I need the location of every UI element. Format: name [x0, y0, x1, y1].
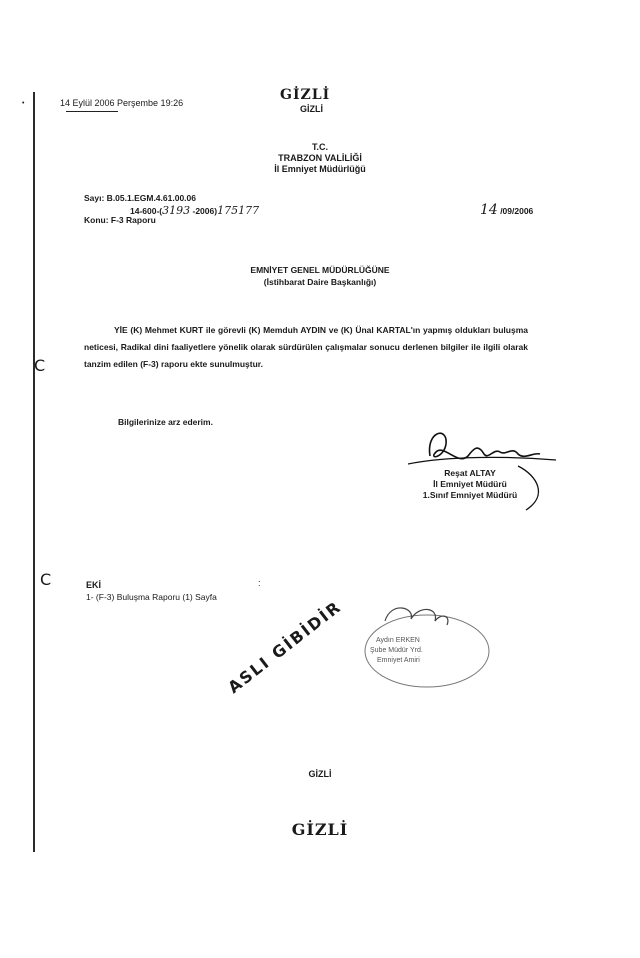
document-date [480, 202, 533, 218]
classification-label-top: GİZLİ [300, 104, 323, 114]
subject-line: Konu: F-3 Raporu [84, 215, 156, 225]
letterhead-tc: T.C. [311, 142, 328, 152]
handwritten-day: 14 [480, 202, 498, 218]
attachments-label: EKİ [86, 580, 102, 590]
margin-mark-c: C [34, 356, 46, 375]
reference-mid: -2006) [190, 206, 218, 216]
addressee-title: EMNİYET GENEL MÜDÜRLÜĞÜNE [250, 265, 390, 275]
letterhead-mudurluk: İl Emniyet Müdürlüğü [274, 164, 366, 174]
date-rest: /09/2006 [497, 206, 534, 216]
fax-header [60, 98, 183, 108]
stamp-line: Aydın ERKEN [376, 637, 420, 644]
classification-footer: GİZLİ [291, 820, 349, 839]
handwritten-number-2: 175177 [217, 204, 260, 217]
stamp-line: Emniyet Amiri [377, 657, 420, 664]
stamp-line: Şube Müdür Yrd. [370, 647, 423, 654]
attachment-item: 1- (F-3) Buluşma Raporu (1) Sayfa [86, 592, 217, 602]
addressee-department: (İstihbarat Daire Başkanlığı) [263, 277, 377, 287]
fax-header-underline [66, 111, 118, 112]
handwritten-number-1: 3193 [162, 204, 191, 217]
closing-line: Bilgilerinize arz ederim. [118, 417, 213, 427]
signatory-rank: 1.Sınıf Emniyet Müdürü [422, 490, 518, 500]
body-paragraph: YİE (K) Mehmet KURT ile görevli (K) Memduh AYDIN ve (K) Ünal KARTAL'ın yapmış oldukları buluşma neticesi, Radikal dini faaliyetlere yönelik olarak sürdürülen çalışmalar sonucu derlenen bilgiler ile ilgili olarak tanzim edilen (F-3) raporu ekte sunulmuştur. [84, 325, 528, 369]
classification-stamp-top: GİZLİ [280, 87, 331, 103]
classification-label-bottom: GİZLİ [308, 769, 332, 779]
signatory-name: Reşat ALTAY [444, 468, 496, 478]
reference-number: Sayı: B.05.1.EGM.4.61.00.06 [84, 193, 196, 203]
signatory-title: İl Emniyet Müdürü [433, 479, 507, 489]
margin-mark-c: C [40, 570, 52, 589]
letterhead-valilik: TRABZON VALİLİĞİ [278, 153, 362, 163]
reference-prefix: 14-600-( [130, 206, 163, 216]
fax-header-text: 14 Eylül 2006 Perşembe 19:26 [60, 98, 184, 108]
margin-tick: • [22, 100, 25, 107]
certified-copy-stamp: ASLI GİBİDİR [224, 596, 346, 697]
left-margin-line [33, 92, 35, 852]
attachments-colon: : [258, 578, 261, 588]
